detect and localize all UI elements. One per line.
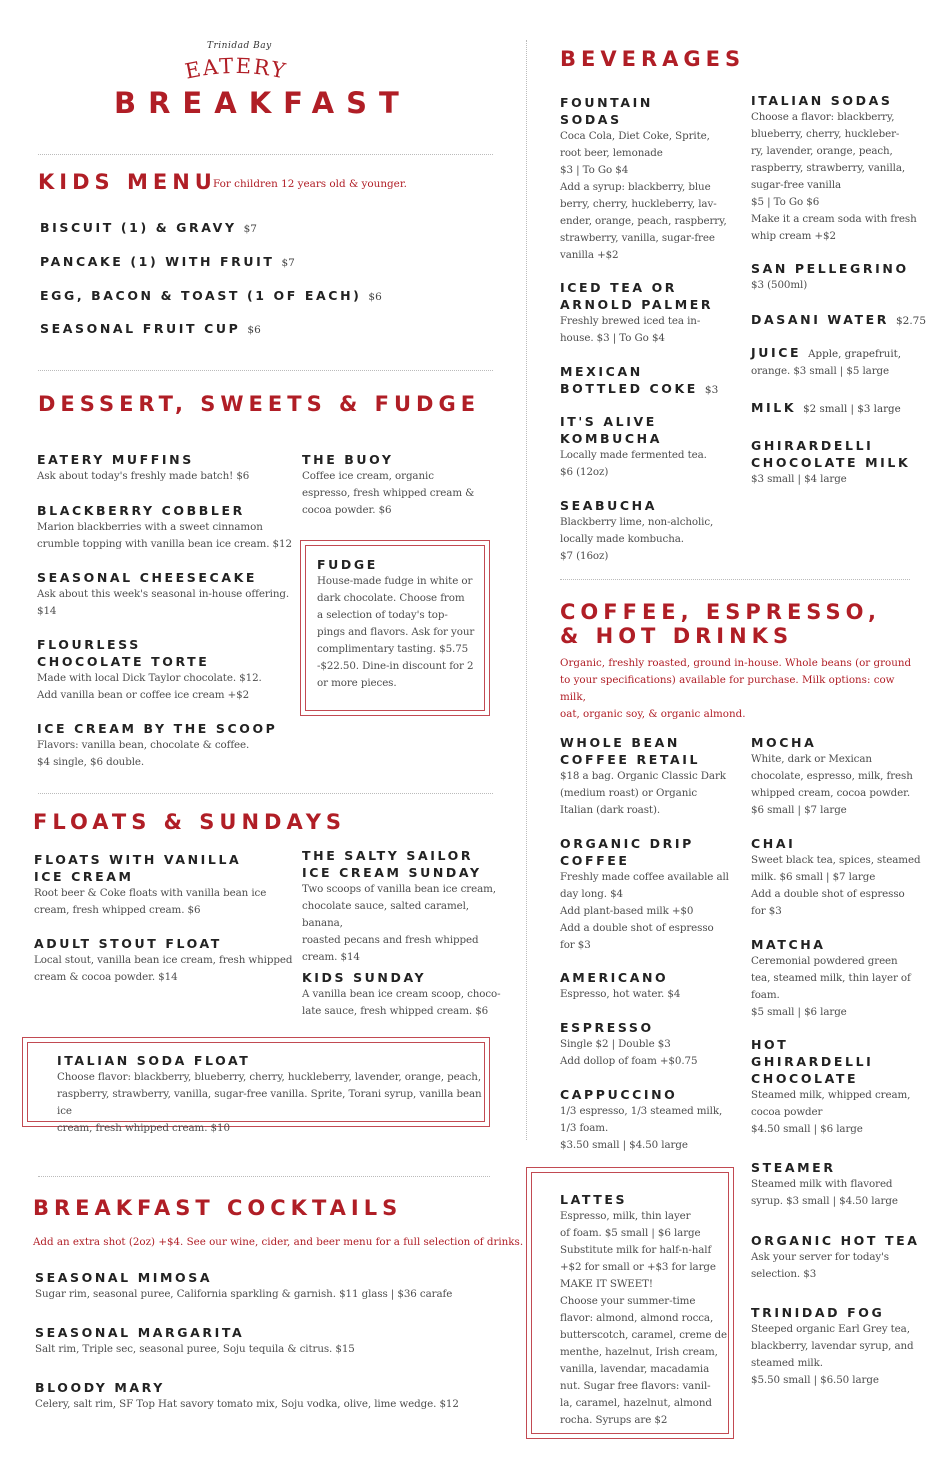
menu-item-fudge	[317, 556, 487, 692]
description-line: Espresso, hot water. $4	[560, 988, 681, 1000]
description-line: orange. $3 small | $5 large	[751, 365, 890, 377]
description-line: $4 single, $6 double.	[37, 756, 145, 768]
description-line: Organic, freshly roasted, ground in-house. Whole beans (or ground	[560, 657, 912, 669]
item-name: TRINIDAD FOG	[751, 1305, 885, 1320]
description-line: cream, fresh whipped cream. $6	[34, 904, 201, 916]
item-description	[34, 885, 294, 919]
item-name: THE BUOY	[302, 452, 394, 467]
item-description	[560, 986, 740, 1003]
menu-item	[751, 92, 926, 245]
item-name: BLOODY MARY	[35, 1380, 165, 1395]
description-line: $3 | To Go $4	[560, 164, 629, 176]
description-line: Add a double shot of espresso	[751, 888, 905, 900]
item-name: SEASONAL CHEESECAKE	[37, 570, 258, 585]
item-name: COFFEE RETAIL	[560, 752, 701, 767]
menu-item	[560, 279, 730, 347]
item-description	[560, 1103, 740, 1154]
menu-item	[37, 451, 292, 485]
description-line: $3.50 small | $4.50 large	[560, 1139, 688, 1151]
description-line: Ceremonial powdered green	[751, 955, 898, 967]
item-description	[560, 313, 730, 347]
item-name: GHIRARDELLI	[751, 438, 874, 453]
menu-item	[751, 835, 926, 920]
item-name: CHOCOLATE	[751, 1071, 859, 1086]
description-line: 1/3 espresso, 1/3 steamed milk,	[560, 1105, 723, 1117]
menu-item	[560, 1086, 740, 1154]
description-line: Sugar rim, seasonal puree, California sparkling & garnish. $11 glass | $36 carafe	[35, 1288, 453, 1300]
kids-item-name: EGG, BACON & TOAST (1 OF EACH) $6	[40, 288, 382, 303]
description-line: $6 small | $7 large	[751, 804, 847, 816]
description-line: flavor: almond, almond rocca,	[560, 1312, 714, 1324]
item-description	[57, 1069, 487, 1137]
description-line: vanilla +$2	[560, 249, 619, 261]
item-description	[751, 852, 926, 920]
kids-menu-heading: KIDS MENU	[38, 170, 217, 194]
item-description	[37, 586, 292, 620]
description-line: Flavors: vanilla bean, chocolate & coffee.	[37, 739, 250, 751]
description-line: for $3	[560, 939, 591, 951]
kids-item-name: SEASONAL FRUIT CUP $6	[40, 321, 261, 336]
description-line: $18 a bag. Organic Classic Dark	[560, 770, 726, 782]
coffee-note	[560, 655, 920, 723]
description-line: Locally made fermented tea.	[560, 449, 707, 461]
menu-item	[35, 1379, 505, 1413]
item-name: HOT	[751, 1037, 789, 1052]
menu-item	[751, 311, 926, 330]
item-description	[317, 573, 487, 692]
item-name: MILK $2 small | $3 large	[751, 400, 901, 415]
eatery-logo	[176, 52, 296, 82]
item-description	[751, 751, 926, 819]
item-name: KIDS SUNDAY	[302, 970, 427, 985]
description-line: Italian (dark roast).	[560, 804, 661, 816]
description-line: selection. $3	[751, 1268, 817, 1280]
description-line: chocolate, espresso, milk, fresh	[751, 770, 913, 782]
menu-item	[560, 1019, 740, 1070]
description-line: a selection of today's top-	[317, 609, 448, 621]
item-name: ICE CREAM SUNDAY	[302, 865, 482, 880]
description-line: blackberry, lavendar syrup, and	[751, 1340, 914, 1352]
description-line: to your specifications) available for purchase. Milk options: cow milk,	[560, 674, 895, 703]
description-line: $5 | To Go $6	[751, 196, 820, 208]
item-name: LATTES	[560, 1192, 628, 1207]
description-line: house. $3 | To Go $4	[560, 332, 665, 344]
item-description	[751, 1176, 926, 1210]
item-name: FOUNTAIN	[560, 95, 653, 110]
menu-item	[37, 720, 292, 771]
description-line: ender, orange, peach, raspberry,	[560, 215, 727, 227]
description-line: $3 small | $4 large	[751, 473, 847, 485]
description-line: roasted pecans and fresh whipped	[302, 934, 479, 946]
menu-item	[34, 935, 294, 986]
logo-script: Trinidad Bay	[207, 41, 272, 51]
menu-item	[35, 1324, 505, 1358]
menu-item-lattes	[560, 1191, 730, 1429]
description-line: Made with local Dick Taylor chocolate. $12.	[37, 672, 262, 684]
description-line: Two scoops of vanilla bean ice cream,	[302, 883, 496, 895]
description-line: nut. Sugar free flavors: vanil-	[560, 1380, 711, 1392]
description-line: Choose a flavor: blackberry,	[751, 111, 895, 123]
item-name: KOMBUCHA	[560, 431, 662, 446]
item-description	[560, 447, 730, 481]
item-name: CHOCOLATE TORTE	[37, 654, 210, 669]
description-line: whipped cream, cocoa powder.	[751, 787, 911, 799]
item-name: IT'S ALIVE	[560, 414, 657, 429]
item-description	[302, 468, 502, 519]
item-name: AMERICANO	[560, 970, 669, 985]
menu-item	[751, 399, 926, 418]
description-line: syrup. $3 small | $4.50 large	[751, 1195, 898, 1207]
coffee-heading-line: & HOT DRINKS	[560, 624, 794, 648]
menu-item	[560, 497, 730, 565]
item-name: ORGANIC HOT TEA	[751, 1233, 920, 1248]
item-name: ITALIAN SODA FLOAT	[57, 1053, 251, 1068]
menu-item	[37, 636, 292, 704]
menu-item-the-buoy	[302, 451, 502, 519]
description-line: $4.50 small | $6 large	[751, 1123, 863, 1135]
description-line: Ask about this week's seasonal in-house offering.	[37, 588, 290, 600]
description-line: blueberry, cherry, huckleber-	[751, 128, 900, 140]
divider	[38, 1176, 490, 1177]
item-description	[37, 519, 292, 553]
item-name: THE SALTY SAILOR	[302, 848, 474, 863]
cocktails-heading: BREAKFAST COCKTAILS	[33, 1196, 403, 1220]
description-line: Add plant-based milk +$0	[560, 905, 694, 917]
description-line: menthe, hazelnut, Irish cream,	[560, 1346, 718, 1358]
item-name: SAN PELLEGRINO	[751, 261, 909, 276]
description-line: $6 (12oz)	[560, 466, 609, 478]
kids-menu-note: For children 12 years old & younger.	[213, 178, 407, 190]
item-name: FUDGE	[317, 557, 378, 572]
description-line: crumble topping with vanilla bean ice cream. $12	[37, 538, 292, 550]
description-line: $3 (500ml)	[751, 279, 808, 291]
item-name: SEABUCHA	[560, 498, 658, 513]
description-line: or more pieces.	[317, 677, 397, 689]
item-name: MOCHA	[751, 735, 817, 750]
page-title: BREAKFAST	[114, 86, 411, 120]
item-description	[560, 869, 740, 954]
item-name: EATERY MUFFINS	[37, 452, 194, 467]
description-line: raspberry, strawberry, vanilla, sugar-free vanilla. Sprite, Torani syrup, vanilla bean ice	[57, 1088, 482, 1117]
menu-item	[560, 969, 740, 1003]
description-line: A vanilla bean ice cream scoop, choco-	[302, 988, 501, 1000]
item-name: SODAS	[560, 112, 622, 127]
menu-item	[34, 851, 294, 919]
menu-item	[37, 502, 292, 553]
menu-item	[560, 94, 730, 264]
description-line: vanilla, lavendar, macadamia	[560, 1363, 710, 1375]
description-line: day long. $4	[560, 888, 623, 900]
description-line: Single $2 | Double $3	[560, 1038, 671, 1050]
item-name: ICED TEA OR	[560, 280, 678, 295]
item-description	[37, 670, 292, 704]
item-price: $7	[281, 257, 295, 269]
beverages-heading: BEVERAGES	[560, 47, 746, 71]
description-line: Steamed milk with flavored	[751, 1178, 893, 1190]
item-description	[35, 1341, 505, 1358]
menu-item	[751, 1159, 926, 1210]
item-description	[751, 109, 926, 245]
description-line: cocoa powder	[751, 1106, 823, 1118]
description-line: pings and flavors. Ask for your	[317, 626, 475, 638]
item-name: SEASONAL MIMOSA	[35, 1270, 213, 1285]
item-description	[302, 881, 507, 966]
description-line: cream & cocoa powder. $14	[34, 971, 178, 983]
description-line: cocoa powder. $6	[302, 504, 392, 516]
item-description	[35, 1396, 505, 1413]
item-description	[560, 1208, 730, 1429]
item-name: DASANI WATER $2.75	[751, 312, 927, 327]
description-line: Freshly made coffee available all	[560, 871, 729, 883]
description-line: Ask your server for today's	[751, 1251, 889, 1263]
description-line: $7 (16oz)	[560, 550, 609, 562]
description-line: Freshly brewed iced tea in-	[560, 315, 701, 327]
description-line: Add a syrup: blackberry, blue	[560, 181, 711, 193]
description-line: of foam. $5 small | $6 large	[560, 1227, 701, 1239]
item-description	[302, 986, 507, 1020]
description-line: oat, organic soy, & organic almond.	[560, 708, 746, 720]
description-line: +$2 for small or +$3 for large	[560, 1261, 716, 1273]
item-name: MATCHA	[751, 937, 826, 952]
dessert-heading: DESSERT, SWEETS & FUDGE	[38, 392, 481, 416]
item-name: ESPRESSO	[560, 1020, 654, 1035]
item-description	[751, 1087, 926, 1138]
description-line: Espresso, milk, thin layer	[560, 1210, 691, 1222]
kids-item-name: BISCUIT (1) & GRAVY $7	[40, 220, 257, 235]
description-line: 1/3 foam.	[560, 1122, 609, 1134]
coffee-heading	[560, 600, 881, 648]
description-line: House-made fudge in white or	[317, 575, 473, 587]
item-name: FLOATS WITH VANILLA	[34, 852, 242, 867]
item-description	[751, 1321, 926, 1389]
description-line: late sauce, fresh whipped cream. $6	[302, 1005, 489, 1017]
description-line: Root beer & Coke floats with vanilla bean ice	[34, 887, 267, 899]
description-line: cream. $14	[302, 951, 360, 963]
description-line: Add vanilla bean or coffee ice cream +$2	[37, 689, 250, 701]
description-line: Ask about today's freshly made batch! $6	[37, 470, 250, 482]
description-line: raspberry, strawberry, vanilla,	[751, 162, 906, 174]
menu-item	[37, 569, 292, 620]
item-name: CHAI	[751, 836, 796, 851]
description-line: milk. $6 small | $7 large	[751, 871, 876, 883]
menu-item	[751, 734, 926, 819]
svg-text:EATERY: EATERY	[182, 53, 290, 82]
menu-item	[35, 1269, 505, 1303]
item-description	[751, 953, 926, 1021]
description-line: tea, steamed milk, thin layer of	[751, 972, 911, 984]
menu-item	[751, 1036, 926, 1138]
description-line: rocha. Syrups are $2	[560, 1414, 668, 1426]
item-name: BLACKBERRY COBBLER	[37, 503, 245, 518]
description-line: berry, cherry, huckleberry, lav-	[560, 198, 717, 210]
item-description	[560, 514, 730, 565]
item-price: $6	[368, 291, 382, 303]
item-description	[751, 363, 926, 380]
description-line: foam.	[751, 989, 780, 1001]
description-line: Blackberry lime, non-alcholic,	[560, 516, 714, 528]
description-line: Local stout, vanilla bean ice cream, fresh whipped	[34, 954, 293, 966]
kids-item-name: PANCAKE (1) WITH FRUIT $7	[40, 254, 295, 269]
description-line: Add dollop of foam +$0.75	[560, 1055, 698, 1067]
item-description	[751, 277, 926, 294]
description-line: Add a double shot of espresso	[560, 922, 714, 934]
item-name: STEAMER	[751, 1160, 836, 1175]
description-line: chocolate sauce, salted caramel, banana,	[302, 900, 469, 929]
description-line: root beer, lemonade	[560, 147, 663, 159]
description-line: sugar-free vanilla	[751, 179, 842, 191]
item-inline-desc: Apple, grapefruit,	[808, 348, 902, 360]
description-line: Steamed milk, whipped cream,	[751, 1089, 911, 1101]
item-name: BOTTLED COKE $3	[560, 381, 719, 396]
item-name: SEASONAL MARGARITA	[35, 1325, 245, 1340]
description-line: locally made kombucha.	[560, 533, 684, 545]
menu-item	[751, 936, 926, 1021]
item-description	[35, 1286, 505, 1303]
description-line: for $3	[751, 905, 782, 917]
description-line: Choose flavor: blackberry, blueberry, cherry, huckleberry, lavender, orange, peach,	[57, 1071, 482, 1083]
item-price: $2.75	[895, 315, 927, 327]
item-description	[37, 737, 292, 771]
item-name: GHIRARDELLI	[751, 1054, 874, 1069]
floats-heading: FLOATS & SUNDAYS	[33, 810, 347, 834]
item-name: ADULT STOUT FLOAT	[34, 936, 222, 951]
menu-item	[560, 734, 740, 819]
menu-item	[751, 344, 926, 380]
menu-item	[751, 1232, 926, 1283]
divider	[38, 793, 493, 794]
item-description	[37, 468, 292, 485]
menu-item	[751, 437, 926, 488]
item-name: ARNOLD PALMER	[560, 297, 714, 312]
item-description	[751, 1249, 926, 1283]
description-line: Marion blackberries with a sweet cinnamon	[37, 521, 263, 533]
description-line: $5.50 small | $6.50 large	[751, 1374, 879, 1386]
description-line: Make it a cream soda with fresh	[751, 213, 917, 225]
description-line: MAKE IT SWEET!	[560, 1278, 653, 1290]
menu-item	[302, 969, 507, 1020]
menu-item	[751, 1304, 926, 1389]
menu-item	[560, 413, 730, 481]
description-line: Celery, salt rim, SF Top Hat savory tomato mix, Soju vodka, olive, lime wedge. $12	[35, 1398, 459, 1410]
item-name: ITALIAN SODAS	[751, 93, 893, 108]
item-name: ICE CREAM BY THE SCOOP	[37, 721, 278, 736]
divider	[38, 154, 493, 155]
description-line: butterscotch, caramel, creme de	[560, 1329, 728, 1341]
description-line: $5 small | $6 large	[751, 1006, 847, 1018]
description-line: Coffee ice cream, organic	[302, 470, 434, 482]
item-inline-desc: $2 small | $3 large	[803, 403, 901, 415]
description-line: whip cream +$2	[751, 230, 836, 242]
description-line: Salt rim, Triple sec, seasonal puree, Soju tequila & citrus. $15	[35, 1343, 355, 1355]
coffee-heading-line: COFFEE, ESPRESSO,	[560, 600, 881, 624]
menu-item	[560, 835, 740, 954]
item-description	[560, 768, 740, 819]
cocktails-note: Add an extra shot (2oz) +$4. See our wine, cider, and beer menu for a full selection of drinks.	[33, 1236, 524, 1248]
description-line: steamed milk.	[751, 1357, 823, 1369]
item-price: $7	[243, 223, 257, 235]
description-line: Coca Cola, Diet Coke, Sprite,	[560, 130, 710, 142]
item-price: $3	[704, 384, 719, 396]
item-name: WHOLE BEAN	[560, 735, 680, 750]
menu-item-italian-soda-float	[57, 1052, 487, 1137]
menu-item	[302, 847, 507, 966]
column-divider	[526, 40, 527, 1140]
item-description	[560, 1036, 740, 1070]
item-name: CHOCOLATE MILK	[751, 455, 911, 470]
item-name: ORGANIC DRIP	[560, 836, 694, 851]
item-price: $6	[247, 324, 261, 336]
item-name: JUICE Apple, grapefruit,	[751, 345, 902, 360]
description-line: Sweet black tea, spices, steamed	[751, 854, 921, 866]
description-line: $14	[37, 605, 57, 617]
description-line: la, caramel, hazelnut, almond	[560, 1397, 712, 1409]
description-line: complimentary tasting. $5.75	[317, 643, 469, 655]
divider	[38, 370, 493, 371]
item-name: ICE CREAM	[34, 869, 134, 884]
menu-item	[560, 363, 730, 399]
description-line: dark chocolate. Choose from	[317, 592, 465, 604]
item-name: MEXICAN	[560, 364, 643, 379]
item-name: FLOURLESS	[37, 637, 141, 652]
description-line: espresso, fresh whipped cream &	[302, 487, 475, 499]
description-line: White, dark or Mexican	[751, 753, 872, 765]
item-description	[751, 471, 926, 488]
description-line: cream, fresh whipped cream. $10	[57, 1122, 230, 1134]
description-line: Choose your summer-time	[560, 1295, 696, 1307]
description-line: Steeped organic Earl Grey tea,	[751, 1323, 910, 1335]
item-description	[34, 952, 294, 986]
item-description	[560, 128, 730, 264]
menu-item	[751, 260, 926, 294]
item-name: CAPPUCCINO	[560, 1087, 678, 1102]
description-line: ry, lavender, orange, peach,	[751, 145, 893, 157]
description-line: -$22.50. Dine-in discount for 2	[317, 660, 474, 672]
item-name: COFFEE	[560, 853, 630, 868]
divider	[560, 579, 910, 580]
description-line: strawberry, vanilla, sugar-free	[560, 232, 715, 244]
description-line: (medium roast) or Organic	[560, 787, 698, 799]
description-line: Substitute milk for half-n-half	[560, 1244, 712, 1256]
